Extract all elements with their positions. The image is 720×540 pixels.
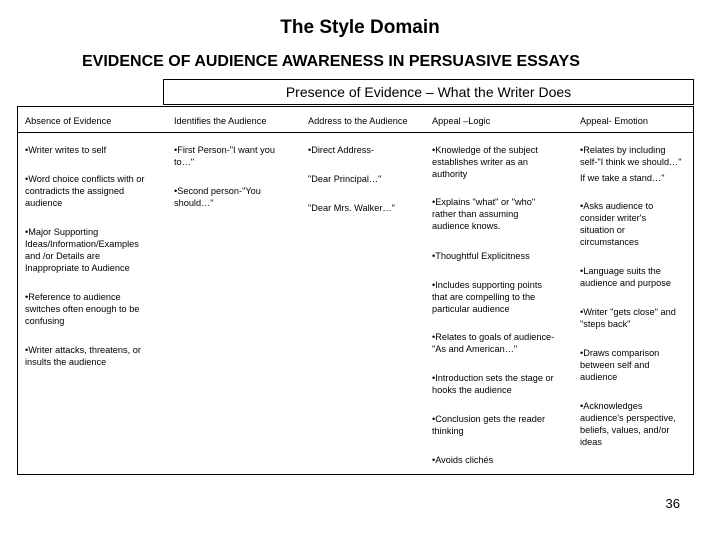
list-item: •Word choice conflicts with or contradicts the assigned audience xyxy=(25,174,145,208)
header-identifies: Identifies the Audience xyxy=(174,116,267,126)
list-item: •Draws comparison between self and audience xyxy=(580,348,660,382)
list-item: •Writer attacks, threatens, or insults the audience xyxy=(25,345,141,367)
list-item: •Thoughtful Explicitness xyxy=(432,251,530,261)
list-item: •Major Supporting Ideas/Information/Examples and /or Details are Inappropriate to Audience xyxy=(25,227,139,273)
header-divider xyxy=(18,132,693,133)
list-item: •Writer writes to self xyxy=(25,145,107,155)
list-item: •Asks audience to consider writer's situation or circumstances xyxy=(580,201,654,247)
list-item: •Avoids clichés xyxy=(432,455,494,465)
list-item: •Explains "what" or "who" rather than assuming audience knows. xyxy=(432,197,536,231)
list-item: •Conclusion gets the reader thinking xyxy=(432,414,546,436)
header-emotion: Appeal- Emotion xyxy=(580,116,648,126)
list-item: •Writer "gets close" and "steps back" xyxy=(580,307,676,329)
header-absence: Absence of Evidence xyxy=(25,116,112,126)
header-address: Address to the Audience xyxy=(308,116,408,126)
list-item: •Relates to goals of audience- "As and American…" xyxy=(432,332,555,354)
evidence-table xyxy=(17,106,694,475)
list-item: •Relates by including self-"I think we should…" xyxy=(580,145,682,167)
list-item: If we take a stand…" xyxy=(580,173,665,183)
list-item: •Acknowledges audience's perspective, beliefs, values, and/or ideas xyxy=(580,401,676,447)
list-item: •Includes supporting points that are compelling to the particular audience xyxy=(432,280,542,314)
list-item: •Language suits the audience and purpose xyxy=(580,266,671,288)
presence-banner: Presence of Evidence – What the Writer Does xyxy=(163,79,694,105)
page-subtitle: EVIDENCE OF AUDIENCE AWARENESS IN PERSUASIVE ESSAYS xyxy=(82,53,580,70)
list-item: •Direct Address- xyxy=(308,145,375,155)
page-number: 36 xyxy=(665,496,680,511)
list-item: •Introduction sets the stage or hooks the audience xyxy=(432,373,554,395)
list-item: •First Person-"I want you to…" xyxy=(174,145,275,167)
list-item: •Reference to audience switches often enough to be confusing xyxy=(25,292,140,326)
list-item: "Dear Principal…" xyxy=(308,174,382,184)
header-logic: Appeal –Logic xyxy=(432,116,491,126)
list-item: "Dear Mrs. Walker…" xyxy=(308,203,395,213)
page-title: The Style Domain xyxy=(280,17,440,38)
list-item: •Second person-"You should…" xyxy=(174,186,261,208)
list-item: •Knowledge of the subject establishes writer as an authority xyxy=(432,145,538,179)
